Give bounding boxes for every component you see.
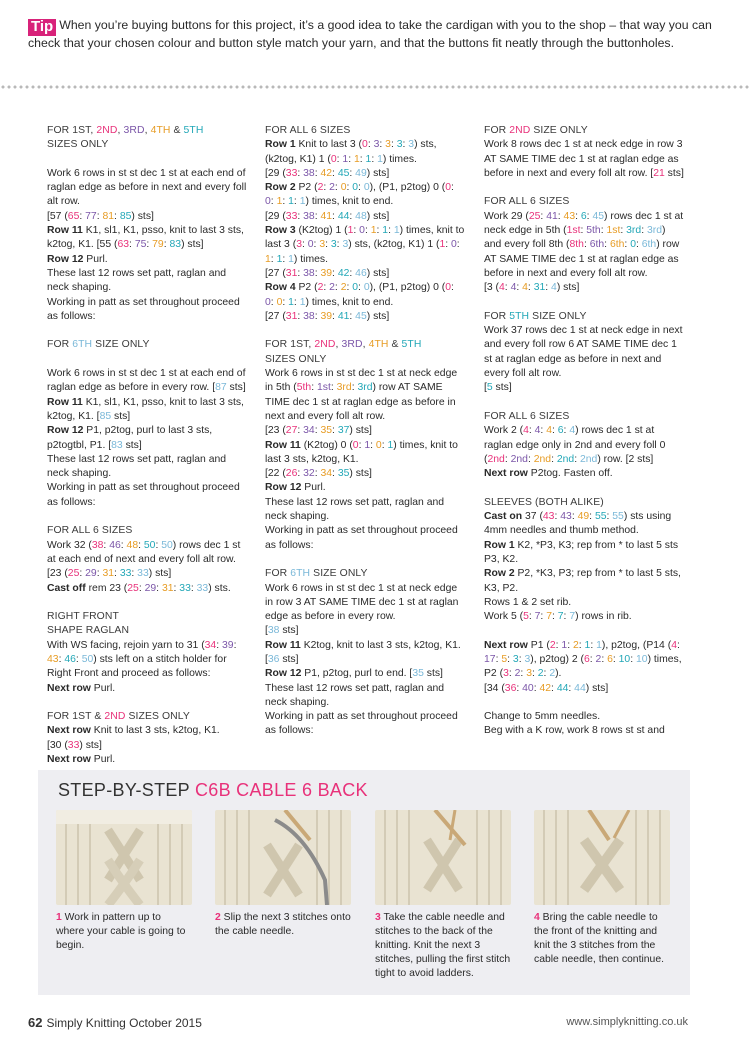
- cable-photo-4: [534, 810, 670, 905]
- step-3: [375, 810, 511, 981]
- instruction-text: Next row Knit to last 3 sts, k2tog, K1. [30 (33) sts] Next row Purl.: [47, 725, 220, 766]
- cable-photo-3: [375, 810, 511, 905]
- instruction-text: Work 37 rows dec 1 st at neck edge in next and every foll row 6 AT SAME TIME dec 1 st at raglan edge as before in next and every foll alt row. [5 sts]: [484, 325, 683, 394]
- tip-badge: Tip: [28, 19, 56, 36]
- step-4: [534, 810, 670, 967]
- section-heading: FOR 5TH SIZE ONLY: [484, 310, 587, 322]
- dotted-divider: [0, 84, 750, 90]
- instruction-text: Work 6 rows in st st dec 1 st at each end of raglan edge as before in next and every foll alt row. [57 (65: 77: 81: 85) sts] Row 11 K1, sl1, K1, psso, knit to last 3 sts, k2tog, K1. [55 (63: 75: 79: 83) sts] Row 12 Purl. These last 12 rows set patt, raglan and neck shaping. Working in patt as set throughout proceed as follows:: [47, 167, 247, 322]
- section-heading: FOR 6TH SIZE ONLY: [47, 339, 150, 351]
- section-heading: FOR ALL 6 SIZES: [484, 196, 570, 208]
- instruction-text: Work 6 rows in st st dec 1 st at each end of raglan edge as before in every row. [87 sts] Row 11 K1, sl1, K1, psso, knit to last 3 sts, k2tog, K1. [85 sts] Row 12 P1, p2tog, purl to last 3 sts, p2togtbl, P1. [83 sts] These last 12 rows set patt, raglan and neck shaping. Working in patt as set throughout proceed as follows:: [47, 368, 246, 508]
- instruction-text: Work 32 (38: 46: 48: 50: 50) rows dec 1 st at each end of next and every foll alt row. [23 (25: 29: 31: 33: 33) sts] Cast off rem 23 (25: 29: 31: 33: 33) sts.: [47, 539, 241, 594]
- magazine-issue: Simply Knitting October 2015: [46, 1016, 202, 1030]
- step-2: [215, 810, 351, 939]
- instruction-text: Cast on 37 (43: 43: 49: 55: 55) sts using 4mm needles and thumb method. Row 1 K2, *P3, K3; rep from * to last 5 sts P3, K2. Row 2 P2, *K3, P3; rep from * to last 5 sts, K3, P2. Rows 1 & 2 set rib. Work 5 (5: 7: 7: 7: 7) rows in rib.: [484, 511, 681, 623]
- instruction-text: Work 29 (25: 41: 43: 6: 45) rows dec 1 st at neck edge in 5th (1st: 5th: 1st: 3rd: 3rd) and every foll 8th (8th: 6th: 6th: 0: 6th) row AT SAME TIME dec 1 st at raglan edge as before in next and every foll alt row. [3 (4: 4: 4: 31: 4) sts]: [484, 210, 684, 294]
- page-number: 62: [28, 1015, 43, 1030]
- page-footer-left: [28, 1015, 202, 1030]
- instruction-text: Work 6 rows in st st dec 1 st at neck edge in 5th (5th: 1st: 3rd: 3rd) row AT SAME TIME dec 1 st at raglan edge as before in next and every foll alt row. [23 (27: 34: 35: 37) sts] Row 11 (K2tog) 0 (0: 1: 0: 1) times, knit to last 3 sts, k2tog, K1. [22 (26: 32: 34: 35) sts] Row 12 Purl. These last 12 rows set patt, raglan and neck shaping. Working in patt as set throughout proceed as follows:: [265, 368, 458, 551]
- tip-text: When you’re buying buttons for this project, it’s a good idea to take the cardigan with you to the shop – that way you can check that your chosen colour and button style match your yarn, and that the buttons fit neatly through the buttonholes.: [28, 18, 712, 50]
- pattern-column-3: [484, 124, 684, 739]
- step-caption: 4 Bring the cable needle to the front of the knitting and knit the 3 stitches from the cable needle, then continue.: [534, 912, 664, 965]
- pattern-column-1: [47, 124, 247, 767]
- step-by-step-title: STEP-BY-STEP C6B CABLE 6 BACK: [58, 780, 368, 800]
- section-heading: FOR 1ST, 2ND, 3RD, 4TH & 5TH SIZES ONLY: [47, 125, 204, 151]
- section-heading: FOR ALL 6 SIZES: [47, 525, 133, 537]
- step-caption: 2 Slip the next 3 stitches onto the cable needle.: [215, 912, 351, 937]
- instruction-text: Row 1 Knit to last 3 (0: 3: 3: 3: 3) sts, (k2tog, K1) 1 (0: 1: 1: 1: 1) times. [29 (33: 38: 42: 45: 49) sts] Row 2 P2 (2: 2: 0: 0: 0), (P1, p2tog) 0 (0: 0: 1: 1: 1) times, knit to end. [29 (33: 38: 41: 44: 48) sts] Row 3 (K2tog) 1 (1: 0: 1: 1: 1) times, knit to last 3 (3: 0: 3: 3: 3) sts, (k2tog, K1) 1 (1: 0: 1: 1: 1) times. [27 (31: 38: 39: 42: 46) sts] Row 4 P2 (2: 2: 2: 0: 0), (P1, p2tog) 0 (0: 0: 0: 1: 1) times, knit to end. [27 (31: 38: 39: 41: 45) sts]: [265, 139, 465, 322]
- step-caption: 3 Take the cable needle and stitches to the back of the knitting. Knit the next 3 stitches, pulling the first stitch tight to avoid ladders.: [375, 912, 511, 979]
- tip-box: [28, 18, 728, 50]
- pattern-column-2: [265, 124, 465, 739]
- cable-photo-1: [56, 810, 192, 905]
- section-heading: FOR ALL 6 SIZES: [265, 125, 351, 136]
- website-url: www.simplyknitting.co.uk: [566, 1016, 688, 1028]
- section-heading: FOR 2ND SIZE ONLY: [484, 125, 588, 136]
- section-heading: FOR 1ST & 2ND SIZES ONLY: [47, 711, 190, 723]
- section-heading: FOR 6TH SIZE ONLY: [265, 568, 368, 580]
- section-heading: SLEEVES (BOTH ALIKE): [484, 496, 604, 508]
- instruction-text: Change to 5mm needles. Beg with a K row, work 8 rows st st and: [484, 711, 665, 737]
- cable-photo-2: [215, 810, 351, 905]
- step-caption: 1 Work in pattern up to where your cable is going to begin.: [56, 912, 186, 951]
- instruction-text: Next row P1 (2: 1: 2: 1: 1), p2tog, (P14 (4: 17: 5: 3: 3), p2tog) 2 (6: 2: 6: 10: 10) times, P2 (3: 2: 3: 2: 2). [34 (36: 40: 42: 44: 44) sts]: [484, 639, 682, 694]
- section-subheading: SHAPE RAGLAN: [47, 625, 130, 637]
- section-heading: FOR 1ST, 2ND, 3RD, 4TH & 5TH SIZES ONLY: [265, 339, 422, 365]
- section-heading: FOR ALL 6 SIZES: [484, 410, 570, 422]
- instruction-text: Work 2 (4: 4: 4: 6: 4) rows dec 1 st at raglan edge only in 2nd and every foll 0 (2nd: 2nd: 2nd: 2nd: 2nd) row. [2 sts] Next row P2tog. Fasten off.: [484, 425, 666, 480]
- instruction-text: Work 8 rows dec 1 st at neck edge in row 3 AT SAME TIME dec 1 st at raglan edge as before in next and every foll alt row. [21 sts]: [484, 139, 684, 179]
- instruction-text: With WS facing, rejoin yarn to 31 (34: 39: 43: 46: 50) sts left on a stitch holder for Right Front and proceed as follows: Next row Purl.: [47, 639, 237, 694]
- section-heading: RIGHT FRONT: [47, 611, 119, 623]
- instruction-text: Work 6 rows in st st dec 1 st at neck edge in row 3 AT SAME TIME dec 1 st at raglan edge as before in every row. [38 sts] Row 11 K2tog, knit to last 3 sts, k2tog, K1. [36 sts] Row 12 P1, p2tog, purl to end. [35 sts] These last 12 rows set patt, raglan and neck shaping. Working in patt as set throughout proceed as follows:: [265, 582, 461, 737]
- step-by-step-panel: [38, 770, 690, 995]
- step-1: [56, 810, 192, 953]
